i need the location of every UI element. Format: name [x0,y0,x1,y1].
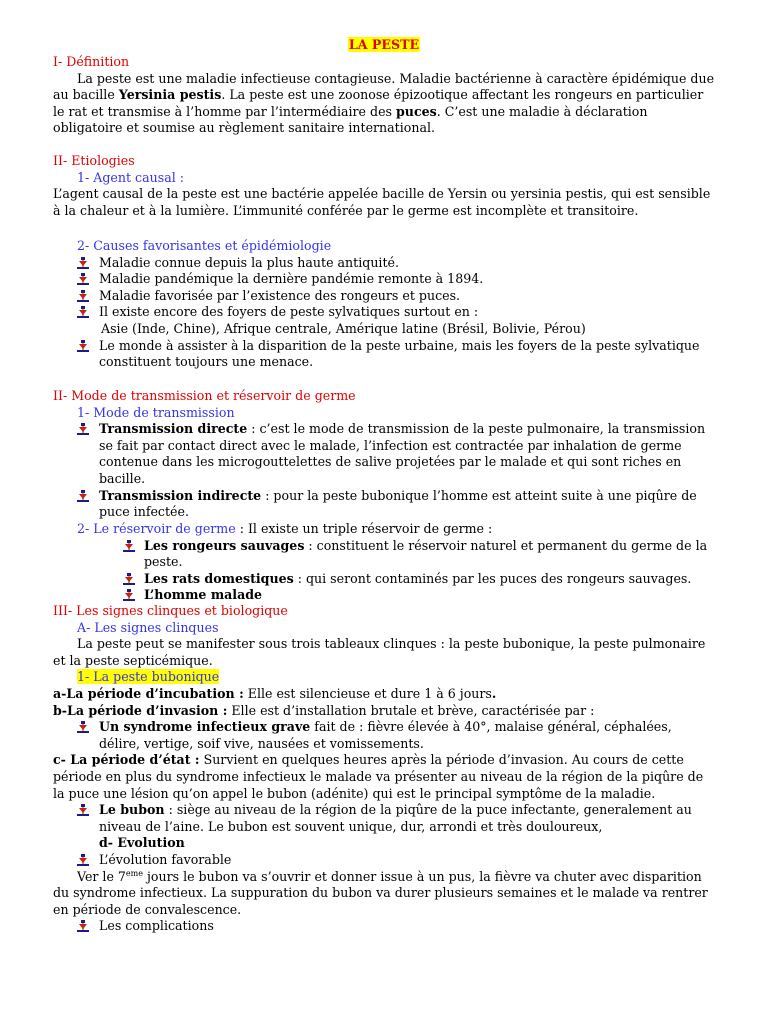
arrow-bullet-icon [77,854,89,866]
arrow-bullet-icon [77,273,89,285]
arrow-bullet-icon [77,423,89,435]
arrow-bullet-icon [123,540,135,552]
section-transmission [53,388,716,521]
signes-intro: La peste peut se manifester sous trois tableaux clinques : la peste bubonique, la peste pulmonaire et la peste septicémique. [53,636,706,668]
section-definition [53,54,716,137]
list-item: Les rats domestiques : qui seront contaminés par les puces des rongeurs sauvages. [53,571,716,588]
invasion-line: b-La période d’invasion : Elle est d’installation brutale et brève, caractérisée par : [53,702,595,718]
regions-line: Asie (Inde, Chine), Afrique centrale, Amérique latine (Brésil, Bolivie, Pérou) [101,320,586,336]
list-item: Un syndrome infectieux grave fait de : fièvre élevée à 40°, malaise général, céphalées, délire, vertige, soif vive, nausées et vomissements. [53,719,716,752]
heading-etiologies: II- Etiologies [53,153,135,168]
arrow-bullet-icon [123,573,135,585]
list-item: Transmission directe : c’est le mode de transmission de la peste pulmonaire, la transmission se fait par contact direct avec le malade, l’infection est contractée par inhalation de germe contenue dans les microgouttelettes de salive projetées par le malade et qui sont riches en bacille. [53,421,716,487]
list-item: Maladie pandémique la dernière pandémie remonte à 1894. [53,271,716,288]
subheading-agent-causal: 1- Agent causal : [77,169,184,185]
subheading-peste-bubonique: 1- La peste bubonique [77,669,220,685]
arrow-bullet-icon [77,721,89,733]
heading-definition: I- Définition [53,54,130,69]
heading-transmission: II- Mode de transmission et réservoir de germe [53,388,356,403]
section-causes [53,238,716,371]
list-item: Maladie connue depuis la plus haute antiquité. [53,255,716,272]
section-reservoir [53,521,716,604]
subheading-signes-clinques: A- Les signes clinques [77,619,219,635]
incubation-line: a-La période d’incubation : Elle est silencieuse et dure 1 à 6 jours. [53,685,497,701]
page-title: LA PESTE [348,37,420,52]
subheading-evolution: d- Evolution [99,835,185,851]
arrow-bullet-icon [77,340,89,352]
section-signes [53,603,716,935]
list-item: L’homme malade [53,587,716,604]
list-item: Il existe encore des foyers de peste sylvatiques surtout en : [53,304,716,321]
subheading-causes: 2- Causes favorisantes et épidémiologie [77,238,332,253]
list-item: L’évolution favorable [53,852,716,869]
arrow-bullet-icon [77,290,89,302]
arrow-bullet-icon [77,490,89,502]
list-item: Le monde à assister à la disparition de la peste urbaine, mais les foyers de la peste sylvatique constituent toujours une menace. [53,338,716,371]
etat-paragraph: c- La période d’état : Survient en quelques heures après la période d’invasion. Au cours de cette période en plus du syndrome infectieux le malade va présenter au niveau de la région de la piqûre de la puce une lésion qu’on appel le bubon (adénite) qui est le principal symptôme de la maladie. [53,752,704,801]
list-item: Transmission indirecte : pour la peste bubonique l’homme est atteint suite à une piqûre de puce infectée. [53,488,716,521]
list-item: Les rongeurs sauvages : constituent le réservoir naturel et permanent du germe de la peste. [53,538,716,571]
list-item: Le bubon : siège au niveau de la région de la piqûre de la puce infectante, generalement au niveau de l’aine. Le bubon est souvent unique, dur, arrondi et très douloureux, [53,802,716,835]
subheading-mode: 1- Mode de transmission [77,404,235,420]
arrow-bullet-icon [123,589,135,601]
subheading-reservoir: 2- Le réservoir de germe : Il existe un triple réservoir de germe : [77,521,493,536]
evolution-paragraph: Ver le 7eme jours le bubon va s’ouvrir et donner issue à un pus, la fièvre va chuter avec disparition du syndrome infectieux. La suppuration du bubon va durer plusieurs semaines et le malade va rentrer en période de convalescence. [53,868,708,917]
list-item: Maladie favorisée par l’existence des rongeurs et puces. [53,288,716,305]
arrow-bullet-icon [77,306,89,318]
list-item: Les complications [53,918,716,935]
heading-signes: III- Les signes clinques et biologique [53,603,288,618]
section-etiologies [53,153,716,219]
arrow-bullet-icon [77,804,89,816]
arrow-bullet-icon [77,920,89,932]
agent-causal-paragraph: L’agent causal de la peste est une bactérie appelée bacille de Yersin ou yersinia pestis, qui est sensible à la chaleur et à la lumière. L’immunité conférée par le germe est incomplète et transitoire. [53,186,711,218]
definition-paragraph: La peste est une maladie infectieuse contagieuse. Maladie bactérienne à caractère épidémique due au bacille Yersinia pestis. La peste est une zoonose épizootique affectant les rongeurs en particulier le rat et transmise à l’homme par l’intermédiaire des puces. C’est une maladie à déclaration obligatoire et soumise au règlement sanitaire international. [53,70,715,136]
arrow-bullet-icon [77,257,89,269]
